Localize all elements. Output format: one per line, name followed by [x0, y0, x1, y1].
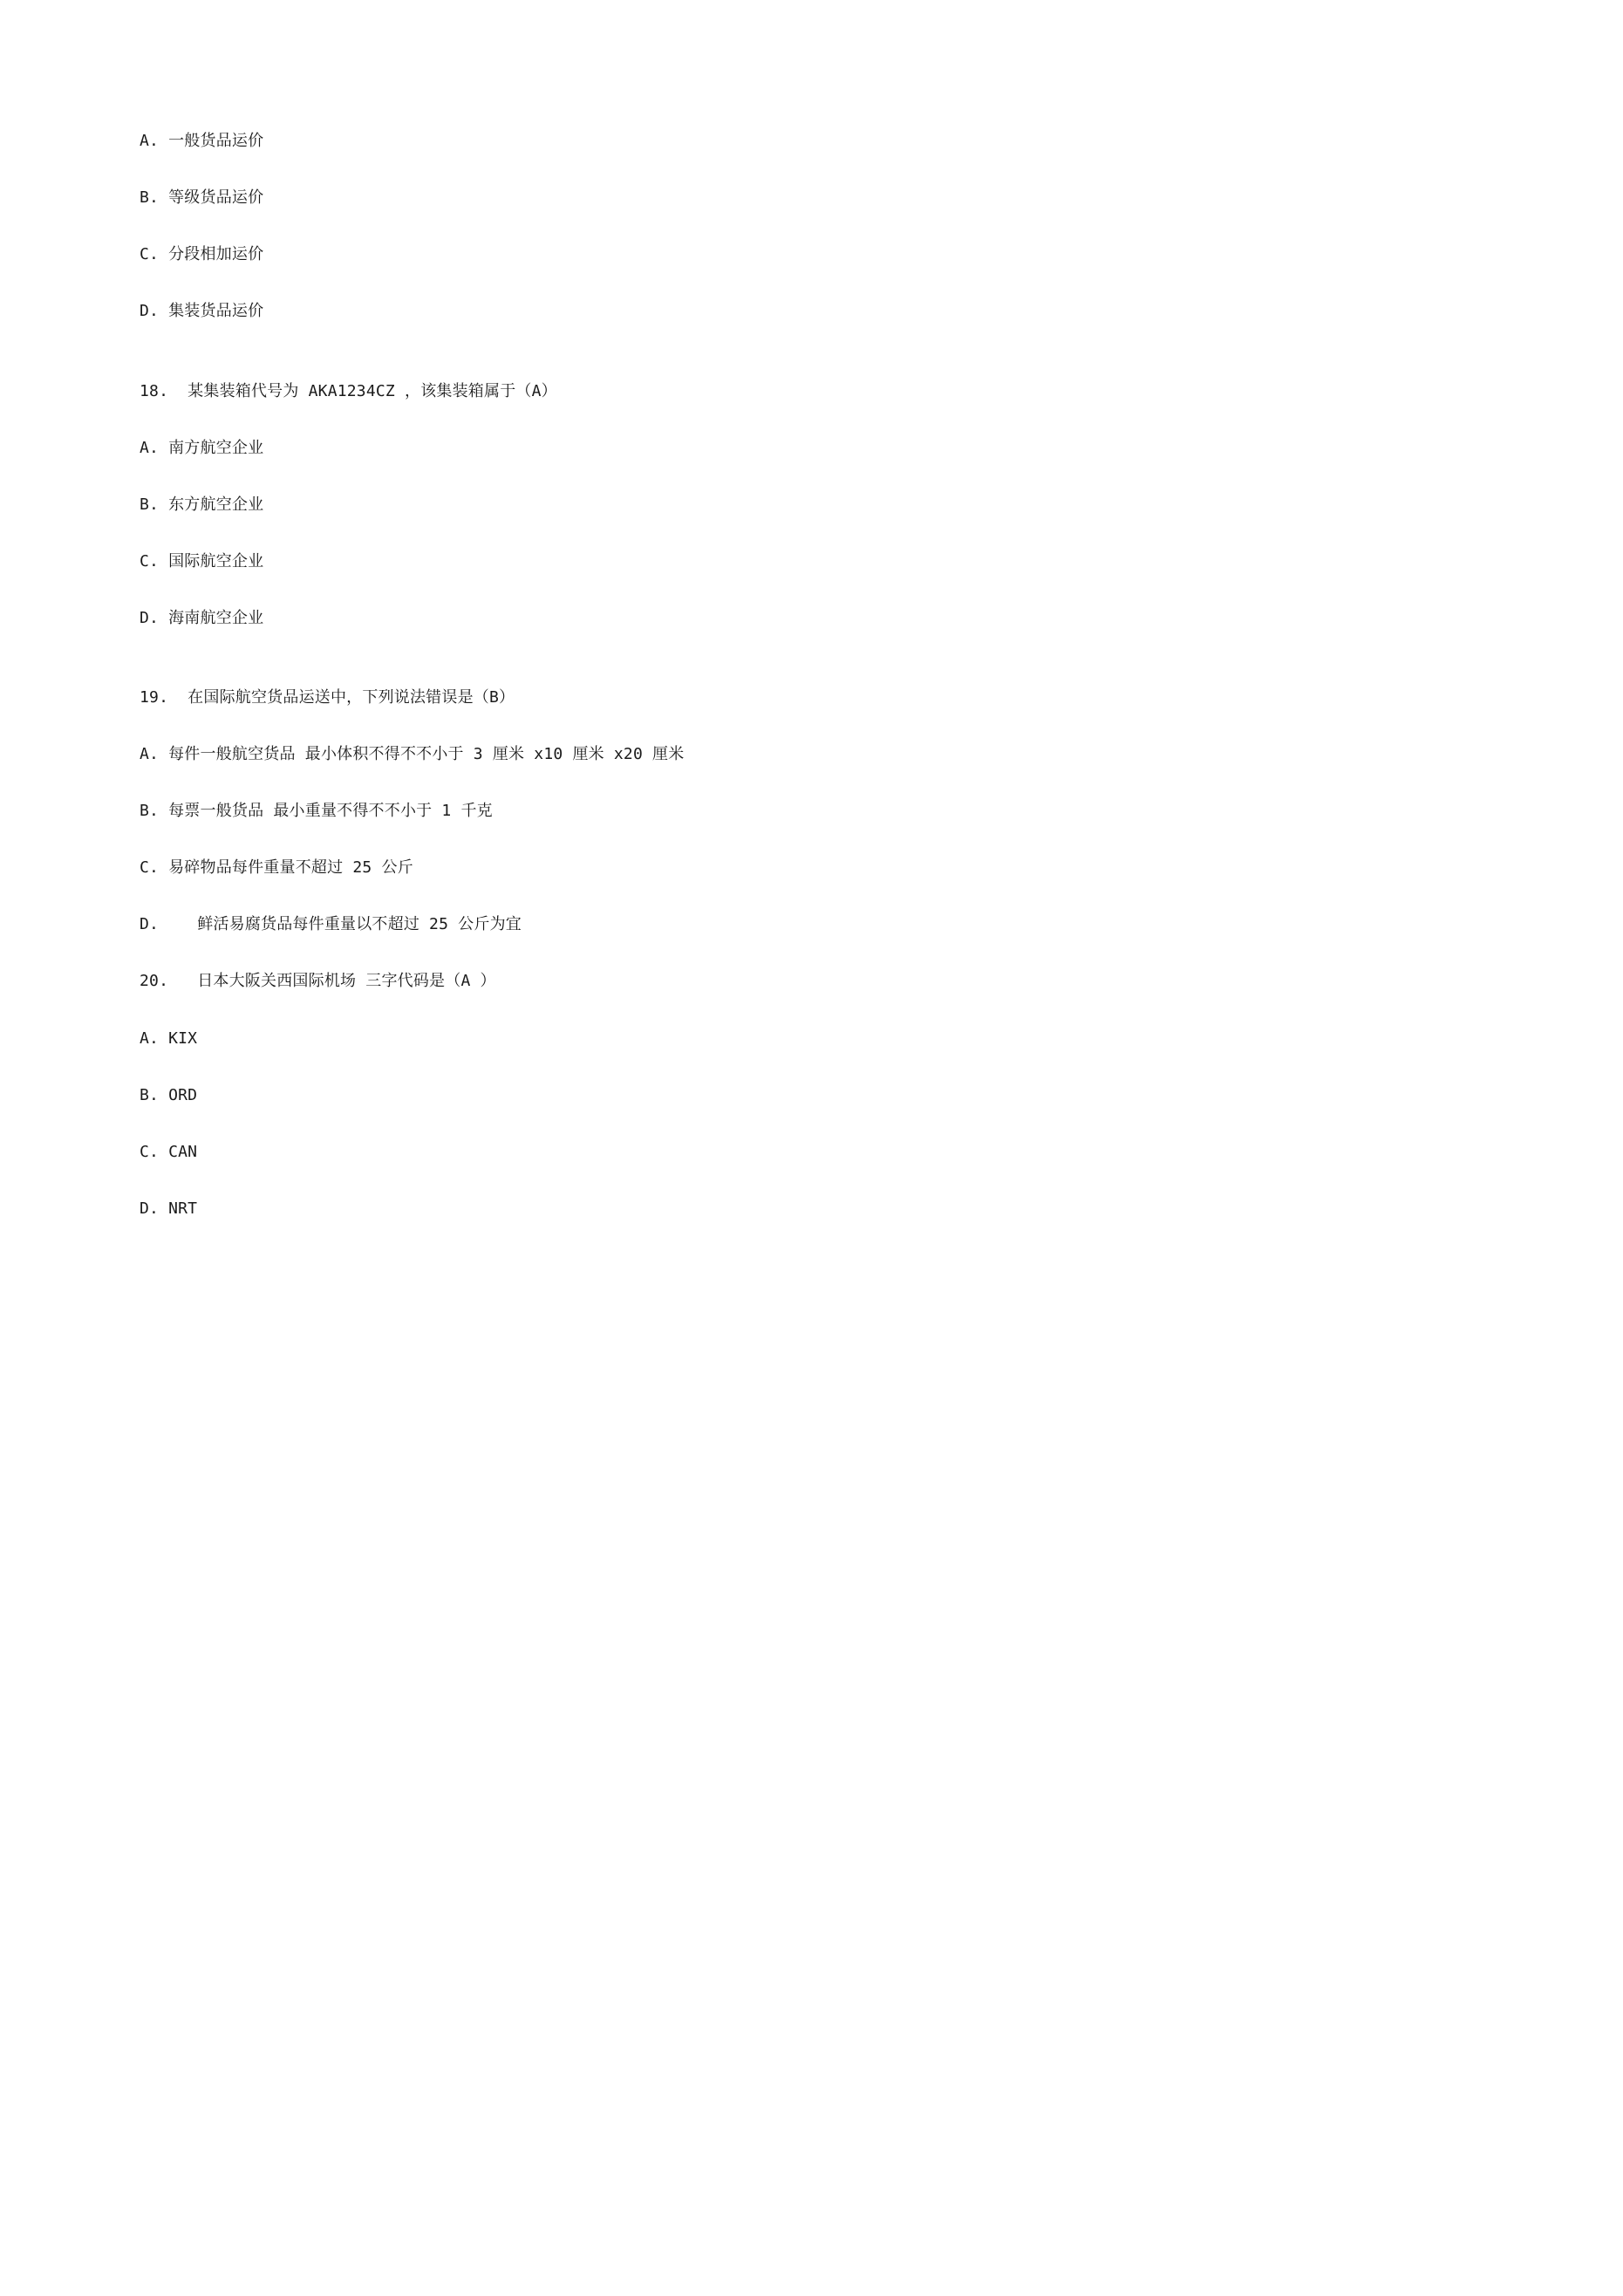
q19-option-a: A. 每件一般航空货品 最小体积不得不不小于 3 厘米 x10 厘米 x20 厘米 — [140, 745, 685, 763]
q18-option-a: A. 南方航空企业 — [140, 439, 264, 457]
q20-option-c: C. CAN — [140, 1143, 198, 1161]
q19-option-b: B. 每票一般货品 最小重量不得不不小于 1 千克 — [140, 802, 493, 820]
q17-option-d: D. 集装货品运价 — [140, 302, 264, 320]
q19-option-c: C. 易碎物品每件重量不超过 25 公斤 — [140, 858, 413, 877]
q19-question: 19. 在国际航空货品运送中，下列说法错误是（B） — [140, 688, 515, 707]
q18-question: 18. 某集装箱代号为 AKA1234CZ ，该集装箱属于（A） — [140, 382, 557, 400]
q18-option-d: D. 海南航空企业 — [140, 609, 264, 627]
q18-option-c: C. 国际航空企业 — [140, 552, 264, 571]
q17-option-a: A. 一般货品运价 — [140, 132, 264, 150]
document-page — [0, 0, 965, 1366]
q17-option-b: B. 等级货品运价 — [140, 188, 264, 207]
q20-option-b: B. ORD — [140, 1086, 198, 1104]
q20-question: 20. 日本大阪关西国际机场 三字代码是（A ） — [140, 972, 496, 990]
q20-option-a: A. KIX — [140, 1029, 198, 1048]
q18-option-b: B. 东方航空企业 — [140, 495, 264, 514]
q17-option-c: C. 分段相加运价 — [140, 245, 264, 263]
q20-option-d: D. NRT — [140, 1199, 198, 1218]
q19-option-d: D. 鲜活易腐货品每件重量以不超过 25 公斤为宜 — [140, 915, 522, 933]
